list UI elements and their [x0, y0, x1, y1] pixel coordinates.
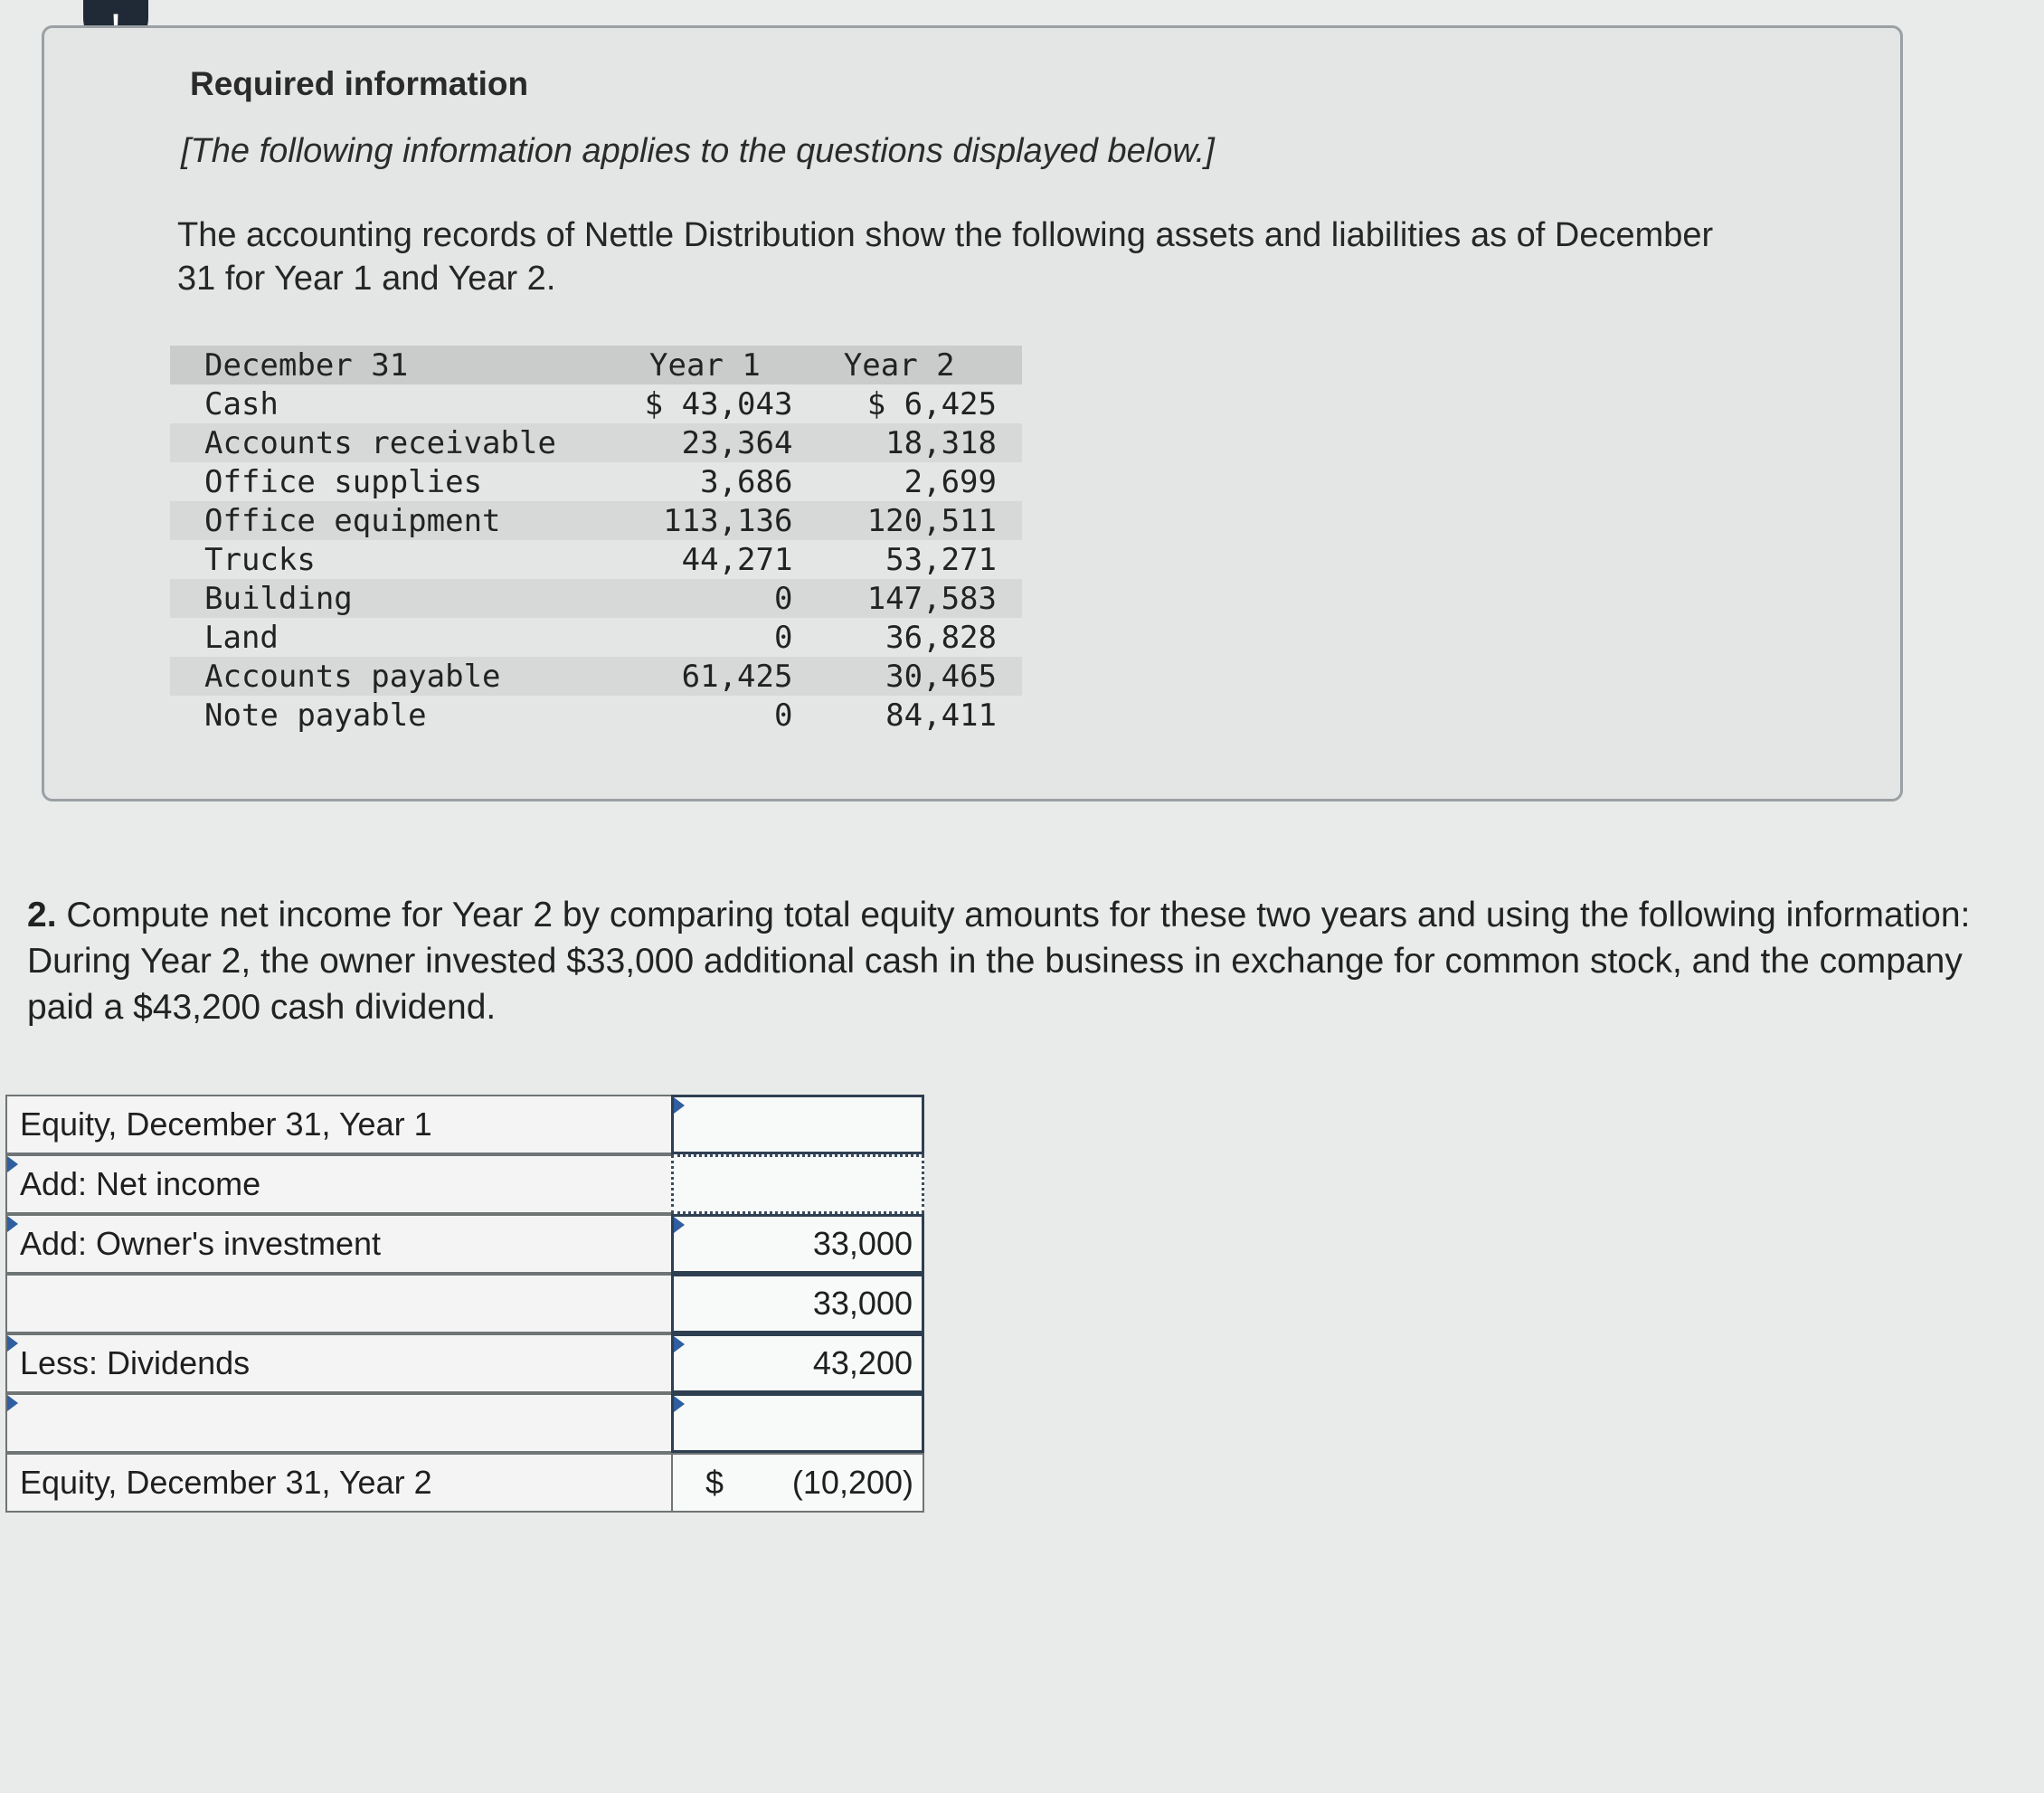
- answer-row-equity-year2: [5, 1453, 924, 1513]
- answer-row-dividends: [5, 1333, 924, 1393]
- table-header-row: [170, 346, 1022, 384]
- owner-investment-label-select[interactable]: [5, 1214, 671, 1274]
- row-label: Trucks: [204, 541, 316, 578]
- intro-text: The accounting records of Nettle Distribution show the following assets and liabilities as of December 31 for Year 1 and Year 2.: [177, 216, 1714, 298]
- equity-year2-label: [5, 1453, 671, 1513]
- row-year1: 61,425: [617, 657, 801, 696]
- equity-year1-input[interactable]: [671, 1095, 924, 1154]
- blank-label-select[interactable]: [5, 1393, 671, 1453]
- row-year1: $ 43,043: [644, 385, 793, 422]
- table-row: [170, 423, 1022, 462]
- table-row: [170, 540, 1022, 579]
- row-year2: 30,465: [801, 657, 1022, 696]
- row-year2: 2,699: [904, 463, 997, 500]
- required-info-title: Required information: [190, 65, 529, 102]
- answer-row-equity-year1: [5, 1095, 924, 1154]
- currency-symbol: $: [705, 1464, 724, 1501]
- dropdown-marker-icon: [674, 1396, 685, 1412]
- row-year2: 36,828: [885, 619, 997, 656]
- row-year2: 120,511: [801, 501, 1022, 540]
- col-header-year1: Year 1: [617, 346, 801, 384]
- dividends-label-text: Less: Dividends: [20, 1344, 251, 1381]
- dropdown-marker-icon: [7, 1216, 18, 1232]
- dropdown-marker-icon: [7, 1395, 18, 1411]
- table-row: [170, 462, 1022, 501]
- table-row: [170, 579, 1022, 618]
- answer-row-subtotal: [5, 1274, 924, 1333]
- net-income-label-select[interactable]: [5, 1154, 671, 1214]
- dropdown-marker-icon: [7, 1156, 18, 1172]
- equity-year1-label: [5, 1095, 671, 1154]
- required-info-subtitle: [The following information applies to the questions displayed below.]: [181, 132, 1215, 170]
- net-income-label-text: Add: Net income: [20, 1165, 261, 1202]
- blank-input[interactable]: [671, 1393, 924, 1453]
- dropdown-marker-icon: [674, 1097, 685, 1114]
- row-year1: 0: [617, 579, 801, 618]
- answer-row-owner-investment: [5, 1214, 924, 1274]
- row-label: Building: [170, 579, 617, 618]
- owner-investment-input[interactable]: [671, 1214, 924, 1274]
- dropdown-marker-icon: [674, 1336, 685, 1352]
- row-label: Accounts receivable: [170, 423, 617, 462]
- subtotal-value: 33,000: [812, 1285, 913, 1322]
- equity-answer-grid: [5, 1095, 924, 1513]
- subtotal-input[interactable]: [671, 1274, 924, 1333]
- table-row: [170, 696, 1022, 735]
- row-year1: 3,686: [700, 463, 793, 500]
- question-text: Compute net income for Year 2 by comparing total equity amounts for these two years and using the following information: During Year 2, the owner invested $33,000 additional cash in the business in exchange for common stock, and the company paid a $43,200 cash dividend.: [27, 896, 1971, 1027]
- row-year2: 147,583: [801, 579, 1022, 618]
- row-year1: 113,136: [617, 501, 801, 540]
- dividends-value: 43,200: [812, 1344, 913, 1381]
- table-row: [170, 384, 1022, 423]
- row-year2: $ 6,425: [866, 385, 997, 422]
- row-label: Note payable: [204, 697, 427, 734]
- owner-investment-label-text: Add: Owner's investment: [20, 1225, 382, 1262]
- col-header-date: December 31: [170, 346, 617, 384]
- question-number: 2.: [27, 896, 57, 934]
- col-header-year2: Year 2: [801, 346, 1022, 384]
- row-year2: 18,318: [801, 423, 1022, 462]
- net-income-input[interactable]: [671, 1154, 924, 1214]
- dividends-label-select[interactable]: [5, 1333, 671, 1393]
- row-year1: 23,364: [617, 423, 801, 462]
- equity-year2-value: (10,200): [791, 1464, 913, 1501]
- table-row: [170, 657, 1022, 696]
- equity-year2-label-text: Equity, December 31, Year 2: [20, 1464, 432, 1501]
- table-row: [170, 618, 1022, 657]
- row-year1: 0: [773, 619, 793, 656]
- answer-row-blank: [5, 1393, 924, 1453]
- row-year2: 84,411: [885, 697, 997, 734]
- row-year2: 53,271: [885, 541, 997, 578]
- subtotal-label-select[interactable]: [5, 1274, 671, 1333]
- dividends-input[interactable]: [671, 1333, 924, 1393]
- row-year1: 44,271: [681, 541, 793, 578]
- owner-investment-value: 33,000: [812, 1225, 913, 1262]
- equity-year2-total: [671, 1453, 924, 1513]
- answer-row-net-income: [5, 1154, 924, 1214]
- row-label: Office equipment: [170, 501, 617, 540]
- equity-year1-label-text: Equity, December 31, Year 1: [20, 1105, 432, 1143]
- row-label: Cash: [204, 385, 279, 422]
- row-label: Accounts payable: [170, 657, 617, 696]
- dropdown-marker-icon: [7, 1335, 18, 1352]
- dropdown-marker-icon: [674, 1217, 685, 1233]
- row-label: Office supplies: [204, 463, 483, 500]
- table-row: [170, 501, 1022, 540]
- question-prompt: [27, 892, 1972, 1030]
- row-year1: 0: [773, 697, 793, 734]
- row-label: Land: [204, 619, 279, 656]
- assets-liabilities-table: [170, 346, 1022, 735]
